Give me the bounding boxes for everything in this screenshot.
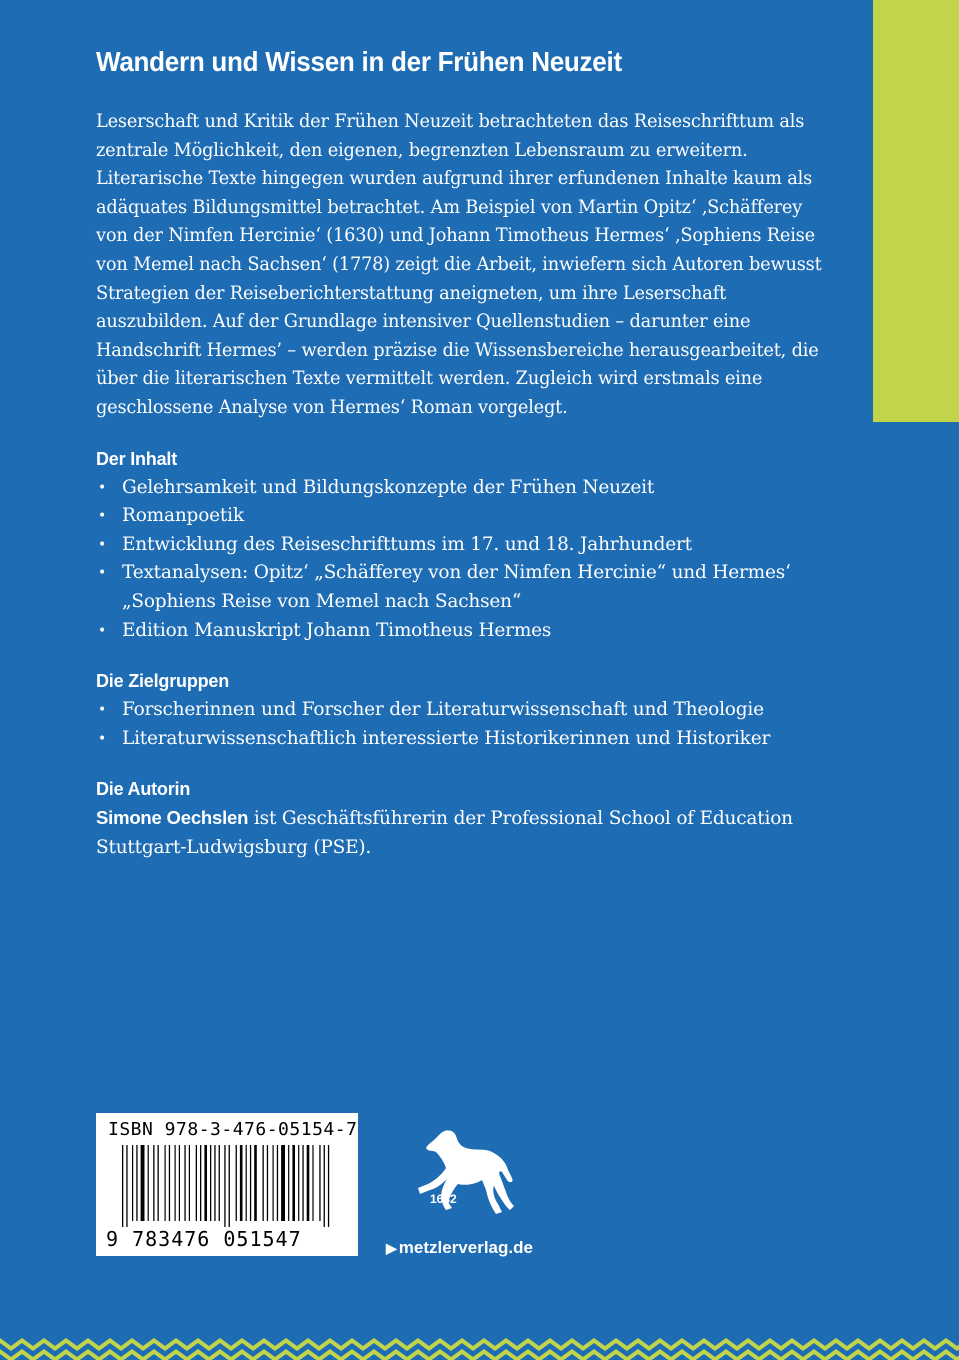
barcode-bar xyxy=(288,1145,289,1221)
barcode-bar xyxy=(236,1145,237,1221)
back-cover-content xyxy=(96,108,826,862)
list-item: • Edition Manuskript Johann Timotheus Hermes xyxy=(96,617,826,646)
barcode-bar xyxy=(292,1145,295,1221)
barcode-bar xyxy=(240,1145,243,1221)
author-name: Simone Oechslen xyxy=(96,807,249,829)
barcode-bar xyxy=(328,1145,329,1227)
barcode-bar xyxy=(302,1145,303,1221)
author-heading: Die Autorin xyxy=(96,779,191,800)
bullet-icon: • xyxy=(98,622,107,639)
list-item: • Romanpoetik xyxy=(96,502,826,531)
barcode-bar xyxy=(324,1145,325,1227)
barcode-bar xyxy=(298,1145,299,1221)
zigzag-border xyxy=(0,1333,959,1360)
barcode-bar xyxy=(175,1145,176,1221)
list-item: • Textanalysen: Opitz‘ „Schäfferey von der Nimfen Hercinie“ und Hermes‘ „Sophiens Reise von Memel nach Sachsen“ xyxy=(96,559,822,616)
contents-list xyxy=(96,474,826,646)
barcode-bar xyxy=(210,1145,211,1221)
barcode-bar xyxy=(254,1145,257,1221)
bullet-icon: • xyxy=(98,536,107,553)
barcode-bar xyxy=(263,1145,264,1221)
isbn-barcode xyxy=(96,1113,358,1256)
list-item: • Entwicklung des Reiseschrifttums im 17. und 18. Jahrhundert xyxy=(96,531,826,560)
barcode-bar xyxy=(141,1145,145,1221)
barcode-bar xyxy=(250,1145,251,1221)
barcode-bar xyxy=(229,1145,230,1227)
barcode-bar xyxy=(246,1145,247,1221)
barcode-bar xyxy=(224,1145,225,1227)
publisher-website[interactable]: ▶ metzlerverlag.de xyxy=(386,1238,533,1257)
arrow-right-icon: ▶ xyxy=(386,1240,397,1256)
audience-heading: Die Zielgruppen xyxy=(96,671,230,692)
barcode-bar xyxy=(169,1145,170,1221)
barcode-bar xyxy=(267,1145,268,1221)
bullet-icon: • xyxy=(98,479,107,496)
logo-year: 1682 xyxy=(430,1192,457,1206)
barcode-bar xyxy=(273,1145,274,1221)
barcode-bar xyxy=(319,1145,320,1221)
isbn-label: ISBN 978-3-476-05154-7 xyxy=(108,1119,358,1140)
barcode-bar xyxy=(148,1145,149,1221)
list-item: • Literaturwissenschaftlich interessierte Historikerinnen und Historiker xyxy=(96,725,826,754)
bullet-icon: • xyxy=(98,565,107,582)
list-item: • Gelehrsamkeit und Bildungskonzepte der Frühen Neuzeit xyxy=(96,474,826,503)
barcode-bar xyxy=(132,1145,133,1221)
barcode-bar xyxy=(307,1145,310,1221)
barcode-bar xyxy=(179,1145,180,1221)
contents-heading: Der Inhalt xyxy=(96,448,178,469)
barcode-bar xyxy=(204,1145,207,1221)
bullet-icon: • xyxy=(98,508,107,525)
barcode-bar xyxy=(277,1145,278,1221)
barcode-bar xyxy=(158,1145,159,1221)
barcode-bars xyxy=(122,1145,332,1227)
barcode-bar xyxy=(281,1145,285,1221)
barcode-bar xyxy=(126,1145,127,1227)
bullet-icon: • xyxy=(98,730,107,747)
horse-logo-icon xyxy=(410,1116,520,1226)
audience-list xyxy=(96,696,826,753)
description-text: Leserschaft und Kritik der Frühen Neuzeit betrachteten das Reiseschrifttum als zentrale Möglichkeit, den eigenen, begrenzten Lebensraum zu erweitern. Literarische Texte hingegen wurden aufgrund ihrer erfundenen Inhalte kaum als adäquates Bildungsmittel betrachtet. Am Beispiel von Martin Opitz‘ ‚Schäfferey von der Nimfen Hercinie‘ (1630) und Johann Timotheus Hermes‘ ‚Sophiens Reise von Memel nach Sachsen‘ (1778) zeigt die Arbeit, inwiefern sich Autoren bewusst Strategien der Reiseberichterstattung aneigneten, um ihre Leserschaft auszubilden. Auf der Grundlage intensiver Quellenstudien – darunter eine Handschrift Hermes’ – werden präzise die Wissensbereiche herausgearbeitet, die über die literarischen Texte vermittelt werden. Zugleich wird erstmals eine geschlossene Analyse von Hermes‘ Roman vorgelegt. xyxy=(96,111,822,418)
barcode-bar xyxy=(312,1145,313,1221)
barcode-bar xyxy=(122,1145,123,1227)
barcode-bar xyxy=(136,1145,137,1221)
barcode-bar xyxy=(189,1145,190,1221)
accent-strip xyxy=(873,0,959,422)
bullet-icon: • xyxy=(98,702,107,719)
list-item: • Forscherinnen und Forscher der Literaturwissenschaft und Theologie xyxy=(96,696,826,725)
book-title: Wandern und Wissen in der Frühen Neuzeit xyxy=(96,46,622,77)
barcode-bar xyxy=(165,1145,166,1221)
barcode-bar xyxy=(219,1145,220,1221)
author-bio: Simone Oechslen ist Geschäftsführerin der Professional School of Education Stuttgart-Ludwigsburg (PSE). xyxy=(96,807,793,858)
barcode-digits: 9 783476 051547 xyxy=(106,1227,302,1251)
barcode-bar xyxy=(153,1145,154,1221)
barcode-bar xyxy=(196,1145,197,1221)
barcode-bar xyxy=(214,1145,215,1221)
barcode-bar xyxy=(184,1145,185,1221)
barcode-bar xyxy=(200,1145,201,1221)
